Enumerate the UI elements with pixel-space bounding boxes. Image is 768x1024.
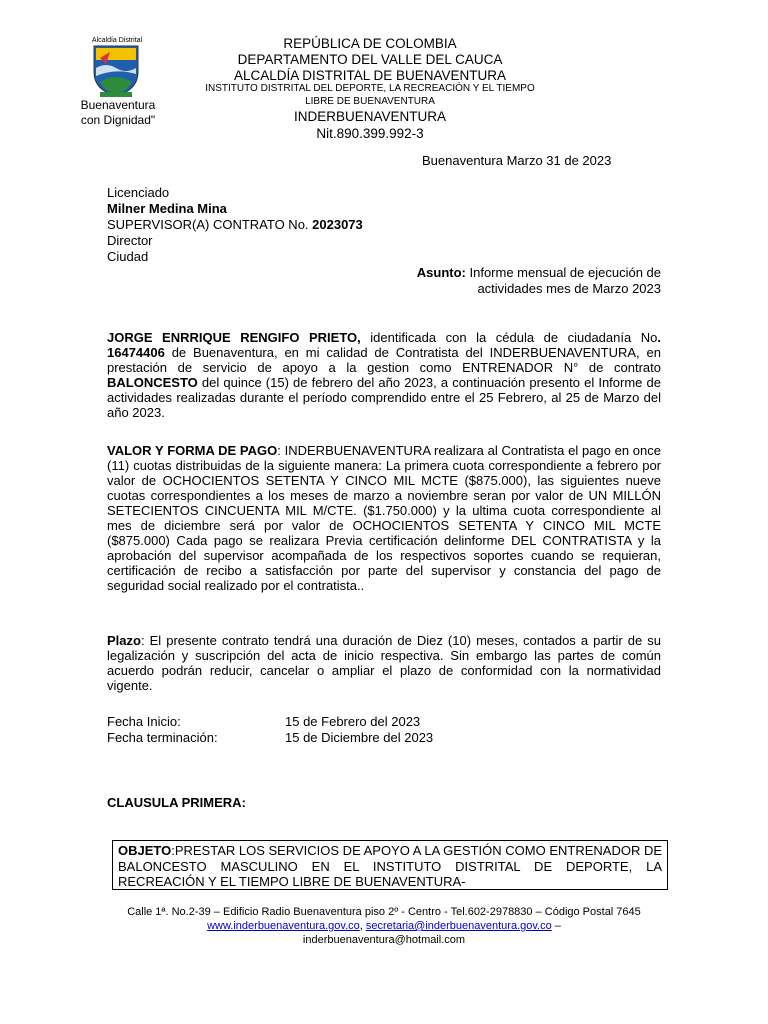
intro-paragraph: JORGE ENRRIQUE RENGIFO PRIETO, identificada con la cédula de ciudadanía No. 16474406 de Buenaventura, en mi calidad de Contratista del INDERBUENAVENTURA, en prestación de servicio de apoyo a la gestion como ENTRENADOR N° de contrato BALONCESTO del quince (15) de febrero del año 2023, a continuación presento el Informe de actividades realizadas durante el período comprendido entre el 25 Febrero, al 25 de Marzo del año 2023.	[107, 330, 661, 420]
addressee-role: Director	[107, 233, 153, 248]
header-institute-2: LIBRE DE BUENAVENTURA	[305, 96, 435, 107]
addressee-contract: SUPERVISOR(A) CONTRATO No. 2023073	[107, 217, 363, 232]
end-date-label: Fecha terminación:	[107, 730, 218, 745]
footer-website-link[interactable]: www.inderbuenaventura.gov.co	[207, 920, 360, 932]
subject-label: Asunto:	[416, 265, 466, 280]
footer-email-2: inderbuenaventura@hotmail.com	[302, 934, 466, 946]
addressee-name: Milner Medina Mina	[107, 201, 227, 216]
footer-address: Calle 1ª. No.2-39 – Edificio Radio Buenaventura piso 2º - Centro - Tel.602-2978830 – Código Postal 7645	[127, 906, 641, 918]
coat-of-arms-logo	[86, 38, 146, 100]
header-department: DEPARTAMENTO DEL VALLE DEL CAUCA	[237, 52, 503, 67]
clause-heading: CLAUSULA PRIMERA:	[107, 795, 246, 810]
letter-date: Buenaventura Marzo 31 de 2023	[422, 153, 612, 168]
header-inder: INDERBUENAVENTURA	[293, 109, 447, 124]
start-date-value: 15 de Febrero del 2023	[285, 714, 421, 729]
addressee-title: Licenciado	[107, 185, 170, 200]
end-date-value: 15 de Diciembre del 2023	[285, 730, 434, 745]
header-alcaldia: ALCALDÍA DISTRITAL DE BUENAVENTURA	[233, 68, 507, 83]
addressee-city: Ciudad	[107, 249, 149, 264]
term-paragraph: Plazo: El presente contrato tendrá una duración de Diez (10) meses, contados a partir de su legalización y suscripción del acta de inicio respectiva. Sin embargo las partes de común acuerdo podrán reducir, cancelar o ampliar el plazo de conformidad con la normatividad vigente.	[107, 633, 661, 693]
footer: Calle 1ª. No.2-39 – Edificio Radio Buenaventura piso 2º - Centro - Tel.602-2978830 – Código Postal 7645 www.inderbuenaventura.gov.co, secretaria@inderbuenaventura.gov.co – inderbuenaventura@hotmail.com	[100, 905, 668, 947]
footer-email-link[interactable]: secretaria@inderbuenaventura.gov.co	[365, 920, 552, 932]
start-date-label: Fecha Inicio:	[107, 714, 181, 729]
logo-motto: Buenaventura con Dignidad"	[80, 98, 156, 127]
addressee-block	[107, 185, 363, 265]
logo-caption: Alcaldía Distrital	[91, 37, 143, 44]
contract-dates	[107, 714, 433, 746]
subject-block: Asunto: Informe mensual de ejecución de actividades mes de Marzo 2023	[416, 265, 661, 296]
object-box: OBJETO:PRESTAR LOS SERVICIOS DE APOYO A LA GESTIÓN COMO ENTRENADOR DE BALONCESTO MASCULINO EN EL INSTITUTO DISTRITAL DE DEPORTE, LA RECREACIÓN Y EL TIEMPO LIBRE DE BUENAVENTURA-	[112, 840, 668, 890]
header-republic: REPÚBLICA DE COLOMBIA	[283, 36, 457, 51]
header-institute: INSTITUTO DISTRITAL DEL DEPORTE, LA RECREACIÓN Y EL TIEMPO	[205, 83, 535, 94]
header-nit: Nit.890.399.992-3	[316, 126, 424, 141]
payment-paragraph: VALOR Y FORMA DE PAGO: INDERBUENAVENTURA realizara al Contratista el pago en once (11) cuotas distribuidas de la siguiente manera: La primera cuota correspondiente a febrero por valor de OCHOCIENTOS SETENTA Y CINCO MIL MCTE ($875.000), las siguientes nueve cuotas correspondientes a los meses de marzo a noviembre seran por valor de UN MILLÓN SETECIENTOS CINCUENTA MIL M/CTE. ($1.750.000) y la ultima cuota correspondiente al mes de diciembre será por valor de OCHOCIENTOS SETENTA Y CINCO MIL MCTE ($875.000) Cada pago se realizara Previa certificación delinforme DEL CONTRATISTA y la aprobación del supervisor acompañada de los respectivos soportes cuando se requieran, certificación de recibo a satisfacción por parte del supervisor y constancia del pago de seguridad social realizado por el contratista..	[107, 443, 661, 593]
